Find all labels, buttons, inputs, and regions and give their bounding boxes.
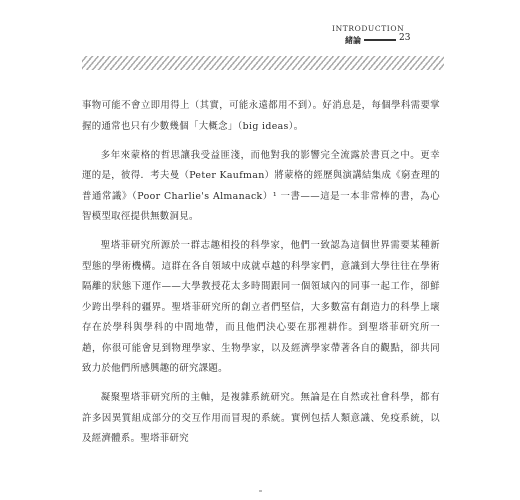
decorative-hatch-band bbox=[82, 56, 444, 70]
body-text bbox=[82, 96, 440, 458]
header-rule bbox=[364, 39, 396, 41]
running-header bbox=[300, 24, 420, 52]
paragraph-continuation: 事物可能不會立即用得上（其實，可能永遠都用不到）。好消息是，每個學科需要掌握的通常也只有少數幾個「大概念」（big ideas）。 bbox=[82, 100, 440, 132]
paragraph-santa-fe-institute: 聖塔菲研究所源於一群志趣相投的科學家，他們一致認為這個世界需要某種新型態的學術機構。這群在各自領域中成就卓越的科學家們，意識到大學往往在學術隔離的狀態下運作——大學教授花太多時間跟同一個領域內的同事一起工作，卻鮮少跨出學科的疆界。聖塔菲研究所的創立者們堅信，大多數富有創造力的科學上壞存在於學科與學科的中間地帶，而且他們決心要在那裡耕作。到聖塔菲研究所一趟，你很可能會見到物理學家、生物學家，以及經濟學家帶著各自的觀點，卻共同致力於他們所感興趣的研究課題。 bbox=[82, 240, 440, 374]
paragraph-complex-systems: 凝聚聖塔菲研究所的主軸，是複雜系統研究。無論是在自然或社會科學，都有許多因異質組成部分的交互作用而冒現的系統。實例包括人類意識、免疫系統，以及經濟體系。聖塔菲研究 bbox=[82, 392, 440, 444]
section-title-english: INTRODUCTION bbox=[332, 24, 405, 33]
paragraph-munger: 多年來蒙格的哲思讓我受益匪淺，而他對我的影響完全流露於書頁之中。更幸運的是，彼得．考夫曼（Peter Kaufman）將蒙格的經歷與演講結集成《窮查理的普通常識》（Poor Charlie's Almanack）¹ 一書——這是一本非常棒的書，為心智模型取徑提供無數洞見。 bbox=[82, 149, 440, 222]
section-title-chinese: 緒論 bbox=[345, 36, 361, 45]
page-number: 23 bbox=[399, 33, 411, 43]
bottom-mark bbox=[259, 490, 262, 492]
